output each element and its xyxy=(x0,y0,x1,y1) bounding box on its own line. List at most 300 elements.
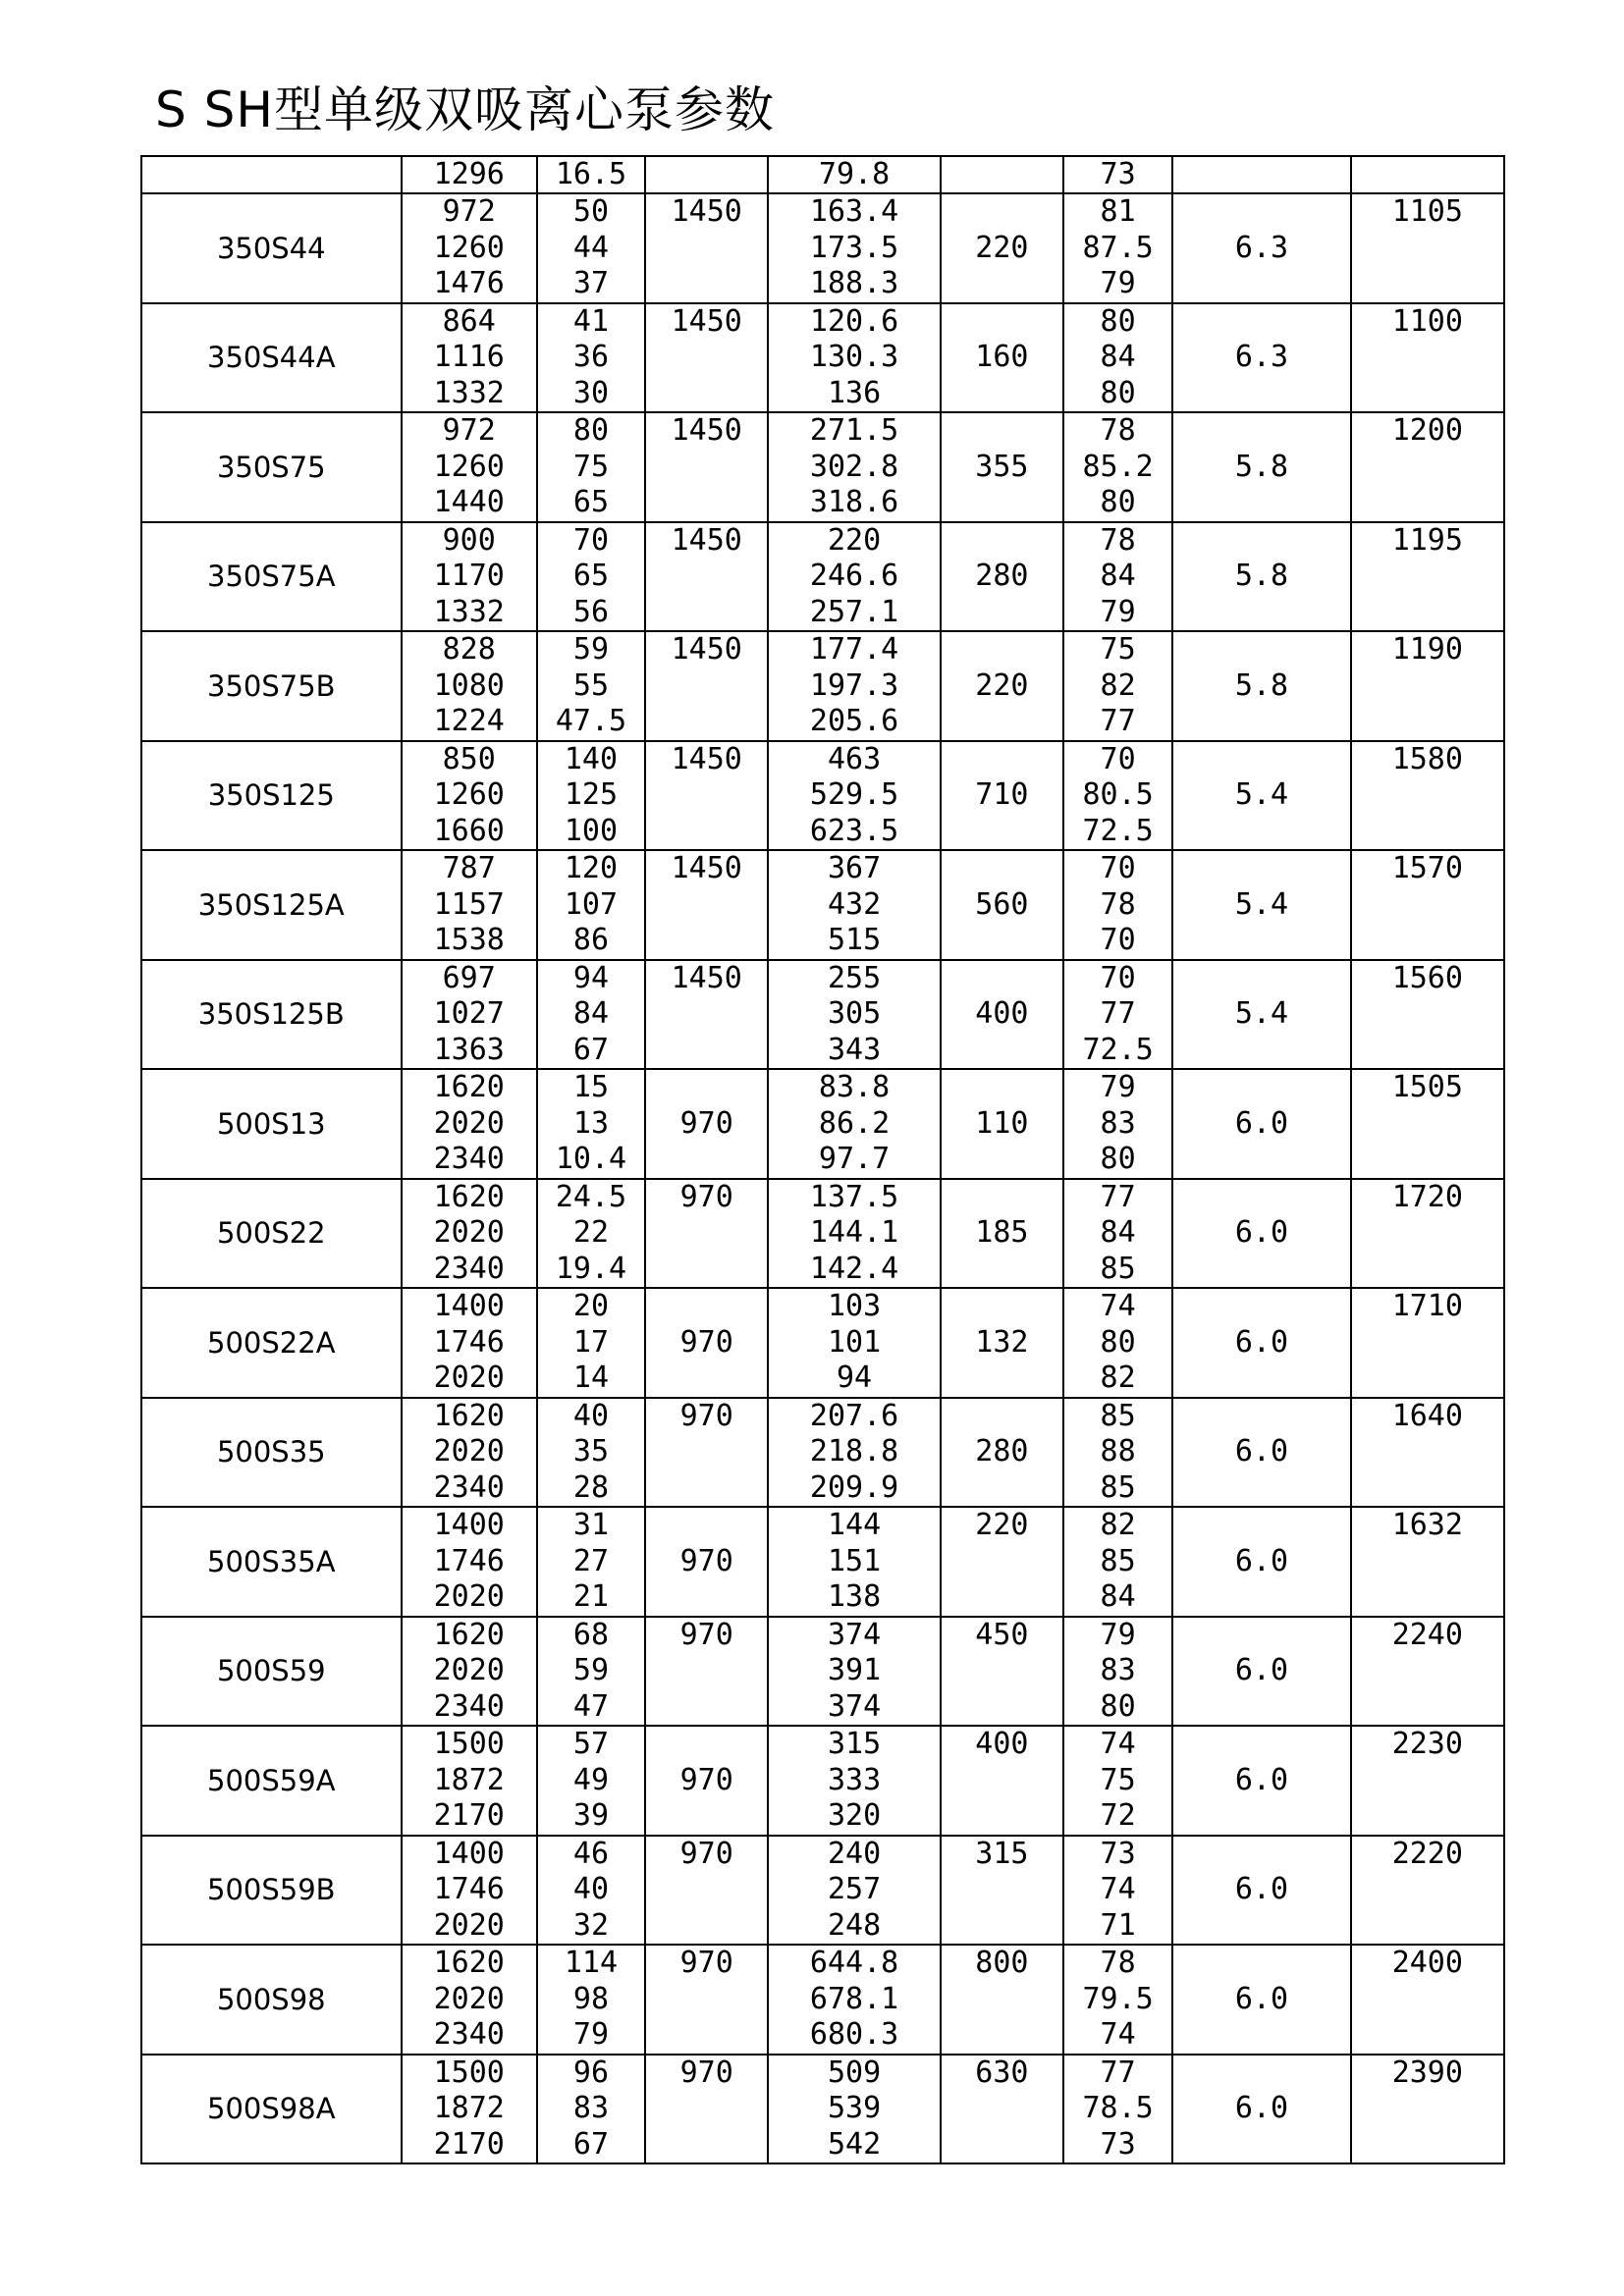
shaft-power-value: 86.2 xyxy=(818,1105,891,1141)
flow-value: 787 xyxy=(442,851,496,885)
head-value: 100 xyxy=(564,813,619,848)
efficiency-value: 72.5 xyxy=(1082,1032,1154,1067)
head-cell xyxy=(537,1179,645,1289)
flow-value: 1027 xyxy=(433,996,505,1031)
motor-power-value xyxy=(942,1982,1062,2018)
speed-cell xyxy=(645,631,768,741)
npsh-value: 6.0 xyxy=(1234,1434,1289,1468)
motor-power-value: 450 xyxy=(975,1617,1029,1652)
speed-value xyxy=(646,1289,767,1325)
model-cell: 500S59A xyxy=(141,1726,402,1836)
speed-value: 970 xyxy=(679,1946,733,1980)
efficiency-value: 85 xyxy=(1100,1469,1136,1505)
npsh-value xyxy=(1173,413,1349,450)
motor-power-cell xyxy=(941,1398,1063,1508)
efficiency-value: 80 xyxy=(1100,485,1136,519)
shaft-power-cell xyxy=(768,1179,940,1289)
head-value: 50 xyxy=(572,194,610,229)
weight-value xyxy=(1352,231,1503,267)
npsh-cell xyxy=(1172,1726,1350,1836)
weight-value: 1200 xyxy=(1391,413,1463,448)
flow-value: 1400 xyxy=(433,1289,505,1323)
weight-value xyxy=(1352,1798,1503,1835)
model-cell: 350S125B xyxy=(141,960,402,1070)
speed-value xyxy=(646,1689,767,1726)
flow-value: 972 xyxy=(442,194,496,229)
shaft-power-value: 120.6 xyxy=(809,303,899,339)
motor-power-value xyxy=(942,923,1062,959)
pump-parameter-table xyxy=(140,155,1505,2164)
shaft-power-cell xyxy=(768,2055,940,2164)
shaft-power-value: 644.8 xyxy=(809,1946,899,1980)
npsh-value xyxy=(1173,523,1349,560)
efficiency-value: 78 xyxy=(1100,1946,1136,1980)
flow-value: 1440 xyxy=(433,485,505,519)
shaft-power-value: 367 xyxy=(827,851,882,885)
shaft-power-value: 515 xyxy=(827,923,882,957)
efficiency-cell xyxy=(1063,1726,1172,1836)
head-cell xyxy=(537,741,645,851)
head-value: 17 xyxy=(572,1324,610,1360)
shaft-power-value: 218.8 xyxy=(809,1434,899,1468)
shaft-power-value: 197.3 xyxy=(809,667,899,703)
npsh-cell xyxy=(1172,1069,1350,1179)
speed-value xyxy=(646,777,767,814)
npsh-cell xyxy=(1172,1617,1350,1727)
table-row xyxy=(141,2055,1504,2164)
weight-value: 1100 xyxy=(1391,303,1463,339)
motor-power-value xyxy=(942,1252,1062,1288)
npsh-value: 5.4 xyxy=(1234,886,1289,922)
flow-value: 1400 xyxy=(433,1836,505,1871)
model-cell: 350S75A xyxy=(141,522,402,632)
npsh-value xyxy=(1173,595,1349,631)
motor-power-cell xyxy=(941,412,1063,522)
head-value: 30 xyxy=(572,375,610,410)
speed-value xyxy=(646,1470,767,1507)
npsh-cell xyxy=(1172,156,1350,193)
weight-value xyxy=(1352,1763,1503,1799)
weight-value xyxy=(1352,157,1503,192)
speed-value xyxy=(646,704,767,740)
npsh-value xyxy=(1173,814,1349,850)
shaft-power-cell xyxy=(768,156,940,193)
head-value: 68 xyxy=(572,1617,610,1652)
motor-power-value: 280 xyxy=(975,1434,1029,1468)
flow-cell xyxy=(402,1288,537,1398)
speed-cell xyxy=(645,960,768,1070)
npsh-value: 6.0 xyxy=(1234,2091,1289,2125)
motor-power-cell xyxy=(941,1945,1063,2055)
head-value: 79 xyxy=(572,2017,610,2052)
head-value: 46 xyxy=(572,1836,610,1871)
model-cell: 500S98A xyxy=(141,2055,402,2164)
weight-value xyxy=(1352,2017,1503,2054)
weight-cell xyxy=(1351,522,1504,632)
head-value: 35 xyxy=(572,1434,610,1468)
motor-power-value: 400 xyxy=(975,1727,1029,1761)
head-value: 41 xyxy=(572,303,610,339)
npsh-value: 6.0 xyxy=(1234,1981,1289,2016)
speed-cell xyxy=(645,1179,768,1289)
motor-power-cell xyxy=(941,303,1063,413)
speed-value xyxy=(646,1434,767,1470)
shaft-power-value: 209.9 xyxy=(809,1469,899,1505)
speed-value xyxy=(646,485,767,521)
motor-power-cell xyxy=(941,960,1063,1070)
head-value: 96 xyxy=(572,2055,610,2090)
motor-power-value xyxy=(942,2017,1062,2054)
efficiency-cell xyxy=(1063,1836,1172,1946)
efficiency-value: 80 xyxy=(1100,1142,1136,1176)
table-row xyxy=(141,303,1504,413)
shaft-power-value: 257 xyxy=(827,1872,882,1906)
npsh-value xyxy=(1173,742,1349,778)
npsh-value xyxy=(1173,1946,1349,1982)
head-cell xyxy=(537,303,645,413)
head-value: 24.5 xyxy=(555,1179,627,1214)
motor-power-value: 800 xyxy=(975,1946,1029,1980)
speed-value xyxy=(646,1872,767,1908)
head-value: 67 xyxy=(572,2126,610,2162)
npsh-value: 6.0 xyxy=(1234,1324,1289,1360)
flow-cell xyxy=(402,1179,537,1289)
efficiency-value: 77 xyxy=(1100,2055,1136,2090)
weight-value xyxy=(1352,1470,1503,1507)
shaft-power-value: 188.3 xyxy=(809,266,899,300)
flow-cell xyxy=(402,631,537,741)
motor-power-value xyxy=(942,2091,1062,2127)
head-value: 120 xyxy=(564,851,619,885)
weight-value xyxy=(1352,996,1503,1033)
head-value: 57 xyxy=(572,1727,610,1761)
speed-cell xyxy=(645,412,768,522)
npsh-value: 5.4 xyxy=(1234,996,1289,1031)
weight-value xyxy=(1352,704,1503,740)
shaft-power-value: 207.6 xyxy=(809,1398,899,1433)
speed-value xyxy=(646,1982,767,2018)
flow-value: 1660 xyxy=(433,813,505,848)
weight-value xyxy=(1352,887,1503,924)
efficiency-value: 84 xyxy=(1100,559,1136,593)
weight-value xyxy=(1352,1106,1503,1143)
efficiency-value: 85.2 xyxy=(1082,449,1154,484)
npsh-value: 6.3 xyxy=(1234,230,1289,265)
speed-value xyxy=(646,1361,767,1397)
npsh-value xyxy=(1173,1289,1349,1325)
speed-value xyxy=(646,1579,767,1616)
efficiency-value: 71 xyxy=(1100,1907,1136,1943)
weight-value xyxy=(1352,1908,1503,1945)
flow-value: 828 xyxy=(442,632,496,667)
efficiency-value: 79 xyxy=(1100,594,1136,629)
flow-value: 2340 xyxy=(433,2017,505,2052)
npsh-value xyxy=(1173,961,1349,997)
flow-value: 1170 xyxy=(433,559,505,593)
weight-cell xyxy=(1351,850,1504,960)
weight-value: 1105 xyxy=(1391,194,1463,229)
shaft-power-cell xyxy=(768,741,940,851)
table-row xyxy=(141,1179,1504,1289)
model-cell: 500S98 xyxy=(141,1945,402,2055)
speed-cell xyxy=(645,1398,768,1508)
head-value: 98 xyxy=(572,1981,610,2016)
npsh-value xyxy=(1173,1798,1349,1835)
efficiency-cell xyxy=(1063,631,1172,741)
npsh-cell xyxy=(1172,1288,1350,1398)
efficiency-value: 78 xyxy=(1100,413,1136,448)
weight-value: 1580 xyxy=(1391,741,1463,776)
speed-value xyxy=(646,595,767,631)
speed-value: 970 xyxy=(679,1105,733,1141)
motor-power-value: 355 xyxy=(975,449,1029,484)
weight-value: 2230 xyxy=(1391,1727,1463,1761)
motor-power-value xyxy=(942,1289,1062,1325)
weight-cell xyxy=(1351,1398,1504,1508)
head-value: 19.4 xyxy=(555,1251,627,1286)
flow-value: 1363 xyxy=(433,1032,505,1067)
motor-power-cell xyxy=(941,1179,1063,1289)
efficiency-cell xyxy=(1063,1507,1172,1617)
speed-cell xyxy=(645,156,768,193)
head-cell xyxy=(537,1945,645,2055)
shaft-power-value: 271.5 xyxy=(809,413,899,448)
flow-value: 1872 xyxy=(433,2091,505,2125)
flow-cell xyxy=(402,156,537,193)
weight-value xyxy=(1352,1544,1503,1580)
npsh-cell xyxy=(1172,631,1350,741)
shaft-power-value: 374 xyxy=(827,1688,882,1724)
shaft-power-cell xyxy=(768,412,940,522)
shaft-power-value: 79.8 xyxy=(818,157,891,191)
flow-value: 1620 xyxy=(433,1617,505,1652)
efficiency-value: 80 xyxy=(1100,303,1136,339)
speed-value xyxy=(646,376,767,412)
efficiency-value: 72.5 xyxy=(1082,813,1154,848)
motor-power-value: 132 xyxy=(975,1324,1029,1360)
speed-value xyxy=(646,231,767,267)
page-title: S SH型单级双吸离心泵参数 xyxy=(155,81,775,138)
table-row xyxy=(141,1836,1504,1946)
efficiency-value: 81 xyxy=(1100,194,1136,229)
model-cell: 350S125 xyxy=(141,741,402,851)
flow-value: 972 xyxy=(442,413,496,448)
motor-power-value xyxy=(942,304,1062,341)
speed-value: 1450 xyxy=(671,413,742,448)
flow-value: 1538 xyxy=(433,923,505,957)
npsh-value xyxy=(1173,1689,1349,1726)
table-row xyxy=(141,1726,1504,1836)
efficiency-cell xyxy=(1063,960,1172,1070)
shaft-power-cell xyxy=(768,522,940,632)
speed-value xyxy=(646,996,767,1033)
efficiency-cell xyxy=(1063,303,1172,413)
speed-cell xyxy=(645,741,768,851)
weight-value: 2240 xyxy=(1391,1617,1463,1652)
head-value: 125 xyxy=(564,777,619,812)
flow-value: 1746 xyxy=(433,1543,505,1578)
shaft-power-cell xyxy=(768,1507,940,1617)
flow-value: 1500 xyxy=(433,1727,505,1761)
npsh-cell xyxy=(1172,1398,1350,1508)
npsh-value xyxy=(1173,632,1349,668)
model-cell: 350S44A xyxy=(141,303,402,413)
head-value: 65 xyxy=(572,559,610,593)
speed-value xyxy=(646,1798,767,1835)
head-cell xyxy=(537,1617,645,1727)
npsh-value xyxy=(1173,1399,1349,1435)
speed-value: 1450 xyxy=(671,303,742,339)
weight-cell xyxy=(1351,1726,1504,1836)
motor-power-cell xyxy=(941,1836,1063,1946)
motor-power-value xyxy=(942,1033,1062,1069)
shaft-power-value: 432 xyxy=(827,886,882,922)
flow-cell xyxy=(402,741,537,851)
weight-cell xyxy=(1351,1179,1504,1289)
flow-value: 850 xyxy=(442,741,496,776)
shaft-power-cell xyxy=(768,303,940,413)
flow-cell xyxy=(402,193,537,303)
efficiency-cell xyxy=(1063,1398,1172,1508)
table-row xyxy=(141,960,1504,1070)
weight-value: 2400 xyxy=(1391,1946,1463,1980)
shaft-power-value: 539 xyxy=(827,2091,882,2125)
speed-value xyxy=(646,157,767,192)
npsh-value: 5.4 xyxy=(1234,777,1289,812)
head-value: 40 xyxy=(572,1872,610,1906)
efficiency-cell xyxy=(1063,522,1172,632)
weight-cell xyxy=(1351,1507,1504,1617)
npsh-value: 6.0 xyxy=(1234,1872,1289,1906)
model-cell: 350S75B xyxy=(141,631,402,741)
speed-value: 970 xyxy=(679,1324,733,1360)
efficiency-value: 82 xyxy=(1100,1361,1136,1395)
npsh-value xyxy=(1173,266,1349,302)
npsh-cell xyxy=(1172,960,1350,1070)
efficiency-value: 88 xyxy=(1100,1434,1136,1468)
efficiency-value: 70 xyxy=(1100,741,1136,776)
npsh-value xyxy=(1173,1252,1349,1288)
npsh-cell xyxy=(1172,1179,1350,1289)
flow-value: 2020 xyxy=(433,1907,505,1943)
motor-power-value xyxy=(942,1142,1062,1178)
head-value: 47.5 xyxy=(555,704,627,738)
weight-value xyxy=(1352,450,1503,486)
speed-cell xyxy=(645,1507,768,1617)
motor-power-value xyxy=(942,1399,1062,1435)
flow-value: 1620 xyxy=(433,1398,505,1433)
head-value: 107 xyxy=(564,886,619,922)
weight-value: 1190 xyxy=(1391,632,1463,667)
npsh-cell xyxy=(1172,1836,1350,1946)
weight-value xyxy=(1352,1325,1503,1362)
speed-value xyxy=(646,1215,767,1252)
shaft-power-value: 542 xyxy=(827,2126,882,2162)
shaft-power-value: 343 xyxy=(827,1032,882,1067)
flow-value: 1872 xyxy=(433,1762,505,1797)
speed-value xyxy=(646,1508,767,1544)
flow-value: 1080 xyxy=(433,667,505,703)
head-value: 70 xyxy=(572,522,610,558)
npsh-value xyxy=(1173,157,1349,192)
npsh-value xyxy=(1173,485,1349,521)
head-value: 27 xyxy=(572,1543,610,1578)
shaft-power-value: 177.4 xyxy=(809,632,899,667)
head-value: 94 xyxy=(572,960,610,995)
speed-value xyxy=(646,1908,767,1945)
efficiency-cell xyxy=(1063,1945,1172,2055)
weight-value xyxy=(1352,1982,1503,2018)
efficiency-value: 73 xyxy=(1100,157,1136,191)
head-value: 59 xyxy=(572,1653,610,1687)
model-cell: 500S59 xyxy=(141,1617,402,1727)
weight-value: 1505 xyxy=(1391,1070,1463,1104)
npsh-value xyxy=(1173,1142,1349,1178)
flow-cell xyxy=(402,303,537,413)
motor-power-value xyxy=(942,1908,1062,1945)
motor-power-value xyxy=(942,632,1062,668)
efficiency-value: 79 xyxy=(1100,1617,1136,1652)
head-value: 21 xyxy=(572,1579,610,1614)
flow-cell xyxy=(402,1726,537,1836)
motor-power-value xyxy=(942,1579,1062,1616)
motor-power-value xyxy=(942,376,1062,412)
motor-power-value xyxy=(942,814,1062,850)
efficiency-cell xyxy=(1063,1069,1172,1179)
model-cell xyxy=(141,156,402,193)
npsh-value xyxy=(1173,2127,1349,2163)
motor-power-value xyxy=(942,1070,1062,1106)
motor-power-value xyxy=(942,485,1062,521)
shaft-power-value: 320 xyxy=(827,1798,882,1833)
motor-power-cell xyxy=(941,156,1063,193)
table-row xyxy=(141,522,1504,632)
shaft-power-value: 137.5 xyxy=(809,1179,899,1214)
motor-power-value xyxy=(942,1872,1062,1908)
flow-value: 697 xyxy=(442,960,496,995)
table-row xyxy=(141,193,1504,303)
shaft-power-cell xyxy=(768,960,940,1070)
shaft-power-value: 680.3 xyxy=(809,2017,899,2052)
npsh-value: 6.0 xyxy=(1234,1215,1289,1250)
table-row xyxy=(141,412,1504,522)
head-value: 36 xyxy=(572,340,610,374)
weight-value xyxy=(1352,340,1503,376)
efficiency-value: 85 xyxy=(1100,1543,1136,1578)
shaft-power-value: 623.5 xyxy=(809,813,899,848)
head-value: 20 xyxy=(572,1289,610,1323)
shaft-power-cell xyxy=(768,1069,940,1179)
head-cell xyxy=(537,1507,645,1617)
shaft-power-value: 318.6 xyxy=(809,485,899,519)
shaft-power-value: 240 xyxy=(827,1836,882,1871)
table-row xyxy=(141,1398,1504,1508)
motor-power-value xyxy=(942,194,1062,231)
npsh-cell xyxy=(1172,1945,1350,2055)
speed-value xyxy=(646,1653,767,1689)
motor-power-cell xyxy=(941,2055,1063,2164)
motor-power-cell xyxy=(941,850,1063,960)
efficiency-value: 78.5 xyxy=(1082,2091,1154,2125)
shaft-power-value: 163.4 xyxy=(809,194,899,229)
speed-value xyxy=(646,559,767,595)
shaft-power-value: 255 xyxy=(827,960,882,995)
efficiency-value: 70 xyxy=(1100,960,1136,995)
npsh-value xyxy=(1173,2017,1349,2054)
flow-value: 1620 xyxy=(433,1070,505,1104)
motor-power-value xyxy=(942,266,1062,302)
speed-value: 970 xyxy=(679,1398,733,1433)
